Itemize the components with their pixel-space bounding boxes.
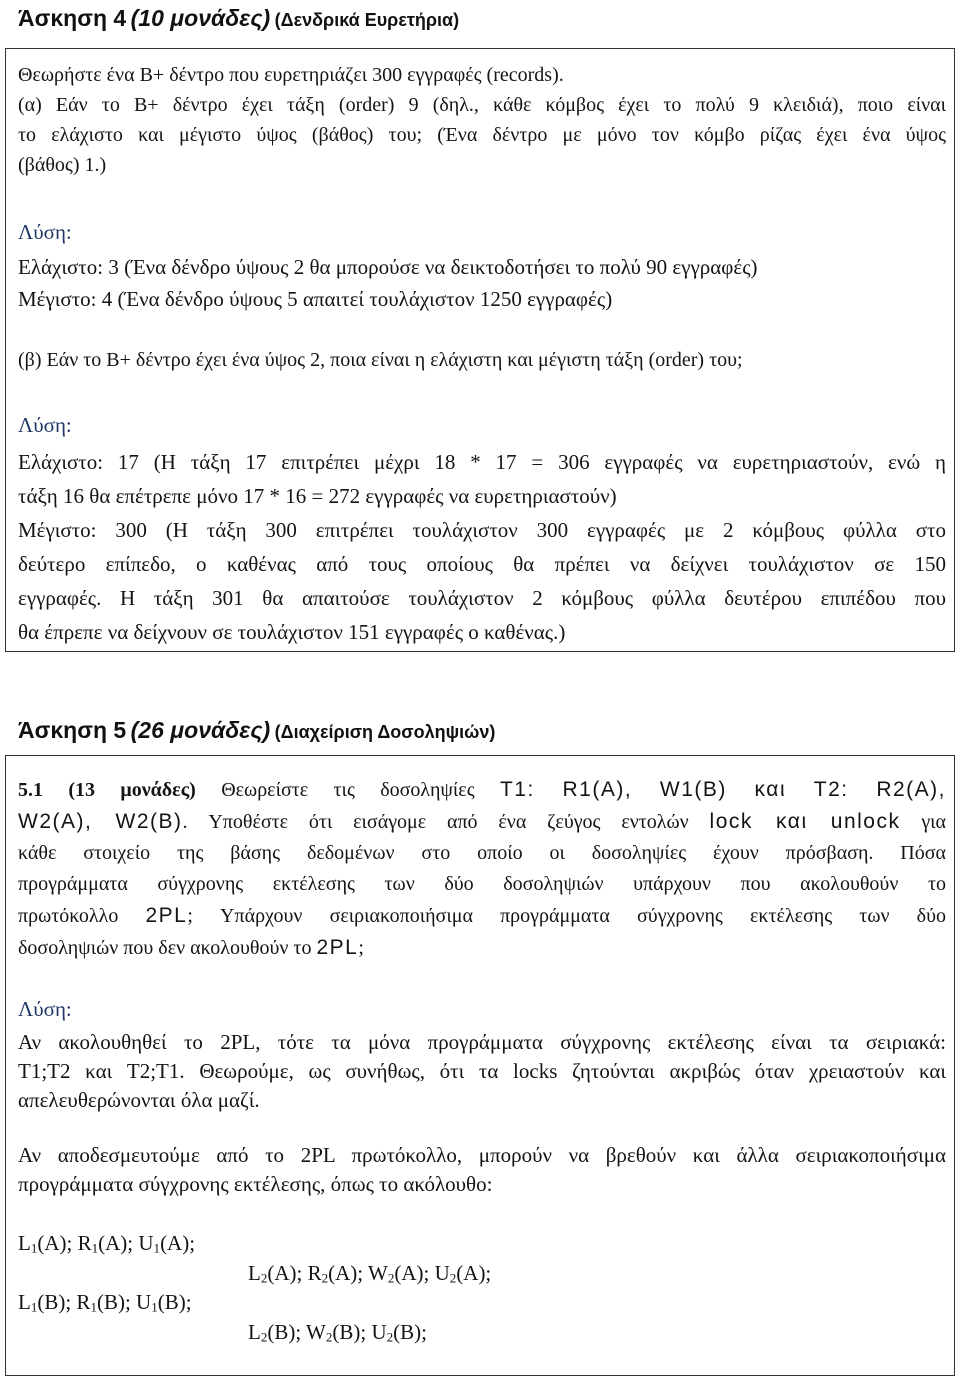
schedule-op: $L_2(B)$; [248,1319,302,1345]
question-5-1-label: 5.1 (13 μονάδες) [18,779,196,801]
question-line: (βάθος) 1.) [18,154,107,176]
solution-line: Αν αποδεσμευτούμε από το 2PL πρωτόκολλο, μπορούν να βρεθούν και άλλα σειριακοποιήσιμα [18,1143,946,1167]
solution-line: T1;T2 και T2;T1. Θεωρούμε, ως συνήθως, ότι τα locks ζητούνται ακριβώς όταν χρειαστούν και [18,1059,946,1083]
schedule-op-transaction: 2 [321,1270,329,1286]
question-line [18,806,946,838]
solution-line: Μέγιστο: 300 (Η τάξη 300 επιτρέπει τουλάχιστον 300 εγγραφές με 2 κόμβους φύλλα στο [18,518,946,542]
lock-commands: lock και unlock [709,810,901,833]
solution-line: Ελάχιστο: 17 (Η τάξη 17 επιτρέπει μέχρι 18 * 17 = 306 εγγραφές να ευρετηριαστούν, ενώ η [18,450,946,474]
schedule-op: $W_2(B)$; [306,1319,367,1345]
schedule-row-t2 [18,1318,946,1348]
solution-paragraph-2 [18,1141,946,1199]
exercise-5-points: (26 μονάδες) [130,717,271,743]
exercise-5-number: Άσκηση 5 [18,717,127,743]
schedule-op: $U_1(B)$; [136,1290,192,1315]
question-5-1 [18,774,946,964]
exercise-5-topic: (Διαχείριση Δοσοληψιών) [274,722,496,742]
transaction-definition: W2(A), W2(B) [18,810,183,833]
solution-line: Μέγιστο: 4 (Ένα δένδρο ύψους 5 απαιτεί τουλάχιστον 1250 εγγραφές) [18,287,613,311]
exercise-4-topic: (Δενδρικά Ευρετήρια) [274,10,460,30]
schedule-op: $L_1(B)$; [18,1290,72,1315]
schedule-row-t1 [18,1229,946,1259]
solution-label: Λύση: [18,997,72,1021]
schedule-op-transaction: 2 [260,1270,268,1286]
schedule-op: $U_2(B)$; [371,1319,427,1345]
solution-paragraph-1 [18,1028,946,1115]
schedule-op: $R_1(B)$; [76,1290,131,1315]
solution-line: απελευθερώνονται όλα μαζί. [18,1088,260,1112]
question-line: κάθε στοιχείο της βάσης δεδομένων στο οποίο οι δοσοληψίες έχουν πρόσβαση. Πόσα [18,842,946,864]
schedule-row-t2 [18,1259,946,1289]
solution-line: Αν ακολουθηθεί το 2PL, τότε τα μόνα προγράμματα σύγχρονης εκτέλεσης είναι τα σειριακά: [18,1030,946,1054]
question-line [18,774,946,806]
solution-line: Ελάχιστο: 3 (Ένα δένδρο ύψους 2 θα μπορούσε να δεικτοδοτήσει το πολύ 90 εγγραφές) [18,255,758,279]
solution-line: τάξη 16 θα επέτρεπε μόνο 17 * 16 = 272 εγγραφές να ευρετηριαστούν) [18,484,617,508]
exercise-4-question [18,60,946,180]
part-a-solution [18,251,946,315]
protocol-name: 2PL [316,936,359,959]
question-line: προγράμματα σύγχρονης εκτέλεσης των δύο δοσοληψιών υπάρχουν που ακολουθούν το [18,873,946,895]
question-text: ; Υπάρχουν σειριακοποιήσιμα προγράμματα σύγχρονης εκτέλεσης των δύο [187,905,947,927]
schedule-op: $R_1(A)$; [77,1231,134,1256]
question-text: δοσοληψιών που δεν ακολουθούν το [18,937,312,959]
schedule-op: $W_2(A)$; [368,1260,430,1286]
exercise-4-points: (10 μονάδες) [130,5,271,31]
part-b-solution [18,445,946,649]
part-b-question: (β) Εάν το B+ δέντρο έχει ένα ύψος 2, ποια είναι η ελάχιστη και μέγιστη τάξη (order) του; [18,349,743,371]
schedule-op-transaction: 1 [90,1299,97,1315]
question-text: πρωτόκολλο [18,905,119,927]
question-line: Θεωρήστε ένα B+ δέντρο που ευρετηριάζει 300 εγγραφές (records). [18,64,564,86]
schedule-op-transaction: 2 [386,1329,394,1345]
solution-label: Λύση: [18,413,72,437]
question-line: το ελάχιστο και μέγιστο ύψος (βάθος) του; (Ένα δέντρο με μόνο τον κόμβο ρίζας έχει ένα ύψος [18,124,946,146]
exercise-5-heading [18,715,495,745]
schedule-row-t1 [18,1288,946,1318]
question-text: για [921,811,947,833]
solution-label: Λύση: [18,220,72,244]
schedule-op-transaction: 1 [30,1299,38,1315]
solution-line: προγράμματα σύγχρονης εκτέλεσης, όπως το ακόλουθο: [18,1172,493,1196]
schedule-op-transaction: 1 [30,1240,38,1256]
exercise-4-box [5,48,955,652]
question-line [18,932,946,964]
schedule-op-transaction: 2 [260,1329,268,1345]
schedule-op-transaction: 1 [153,1240,161,1256]
exercise-5-box [5,755,955,1376]
exercise-4-number: Άσκηση 4 [18,5,127,31]
schedule-op: $U_1(A)$; [138,1231,196,1256]
question-text: . Υποθέστε ότι εισάγομε από ένα ζεύγος εντολών [182,811,689,833]
schedule-op-transaction: 1 [91,1240,99,1256]
schedule-op-transaction: 2 [449,1270,457,1286]
transaction-definition: T1: R1(A), W1(B) και T2: R2(A), [499,778,946,801]
example-schedule [18,1229,946,1347]
question-line [18,900,946,932]
schedule-op-transaction: 2 [325,1329,333,1345]
schedule-op-transaction: 2 [387,1270,395,1286]
schedule-op: $R_2(A)$; [307,1260,364,1286]
schedule-op: $L_2(A)$; [248,1260,303,1286]
schedule-op: $L_1(A)$; [18,1231,73,1256]
solution-line: εγγραφές. Η τάξη 301 θα απαιτούσε τουλάχιστον 2 κόμβους φύλλα δευτέρου επιπέδου που [18,586,946,610]
protocol-name: 2PL [145,904,188,927]
question-text: ; [358,937,364,959]
schedule-op-transaction: 1 [151,1299,158,1315]
question-line: (α) Εάν το B+ δέντρο έχει τάξη (order) 9 (δηλ., κάθε κόμβος έχει το πολύ 9 κλειδιά), ποιο είναι [18,94,946,116]
exercise-4-heading [18,3,459,33]
solution-line: δεύτερο επίπεδο, ο καθένας από τους οποίους θα πρέπει να δείχνει τουλάχιστον σε 150 [18,552,946,576]
question-text: Θεωρείστε τις δοσοληψίες [221,779,475,801]
schedule-op: $U_2(A)$; [434,1260,492,1286]
solution-line: θα έπρεπε να δείχνουν σε τουλάχιστον 151 εγγραφές ο καθένας.) [18,620,566,644]
